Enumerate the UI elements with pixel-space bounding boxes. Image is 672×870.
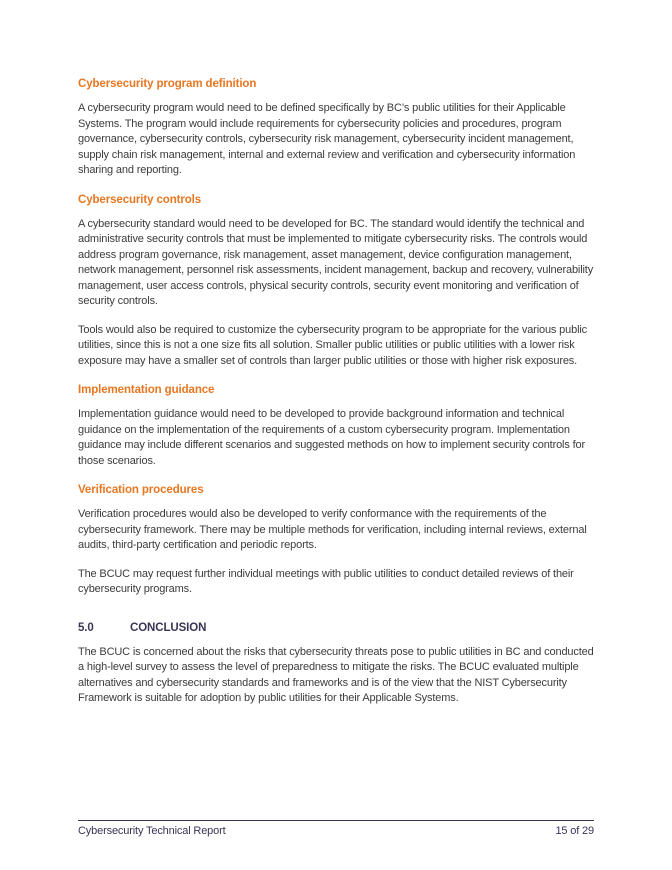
section-number: 5.0: [78, 621, 94, 634]
paragraph-bcuc-meetings: The BCUC may request further individual meetings with public utilities to conduct detailed reviews of their cybersecurity programs.: [78, 567, 574, 595]
paragraph-implementation-guidance: Implementation guidance would need to be developed to provide background information and technical guidance on the implementation of the requirements of a custom cybersecurity program. Implementation guidance may include different scenarios and suggested methods on how to implement security controls for those scenarios.: [78, 408, 585, 467]
paragraph-program-definition: A cybersecurity program would need to be defined specifically by BC’s public utilities for their Applicable Systems. The program would include requirements for cybersecurity policies and procedures, program governance, cybersecurity controls, cybersecurity risk management, cybersecurity incident management, supply chain risk management, internal and external review and verification and cybersecurity information sharing and reporting.: [78, 102, 576, 176]
subsection-heading-cybersecurity-controls: Cybersecurity controls: [78, 193, 202, 206]
paragraph-conclusion: The BCUC is concerned about the risks that cybersecurity threats pose to public utilities in BC and conducted a high-level survey to assess the level of preparedness to mitigate the risks. The BCUC evaluated multiple alternatives and cybersecurity standards and frameworks and is of the view that the NIST Cybersecurity Framework is suitable for adoption by public utilities for their Applicable Systems.: [78, 645, 594, 704]
page-footer: [78, 820, 594, 837]
page-content: [78, 78, 594, 720]
paragraph-customization-tools: Tools would also be required to customize the cybersecurity program to be appropriate for the various public utilities, since this is not a one size fits all solution. Smaller public utilities or public utilities with a lower risk exposure may have a smaller set of controls than larger public utilities or those with higher risk exposures.: [78, 323, 588, 367]
footer-page-number: 15 of 29: [555, 825, 594, 837]
section-heading-conclusion: [78, 622, 594, 634]
subsection-heading-verification-procedures: Verification procedures: [78, 484, 204, 496]
paragraph-cybersecurity-controls: A cybersecurity standard would need to be developed for BC. The standard would identify the technical and administrative security controls that must be implemented to mitigate cybersecurity risks. The controls would address program governance, risk management, asset management, device configuration management, network management, personnel risk assessments, incident management, backup and recovery, vulnerability management, user access controls, physical security controls, security event monitoring and verification of security controls.: [78, 217, 594, 307]
paragraph-verification-procedures: Verification procedures would also be developed to verify conformance with the requirements of the cybersecurity framework. There may be multiple methods for verification, including internal reviews, external audits, third-party certification and periodic reports.: [78, 508, 587, 551]
subsection-heading-cybersecurity-program-definition: Cybersecurity program definition: [78, 78, 257, 90]
footer-document-title: Cybersecurity Technical Report: [78, 825, 226, 837]
subsection-heading-implementation-guidance: Implementation guidance: [78, 384, 215, 396]
section-title: CONCLUSION: [130, 621, 207, 634]
